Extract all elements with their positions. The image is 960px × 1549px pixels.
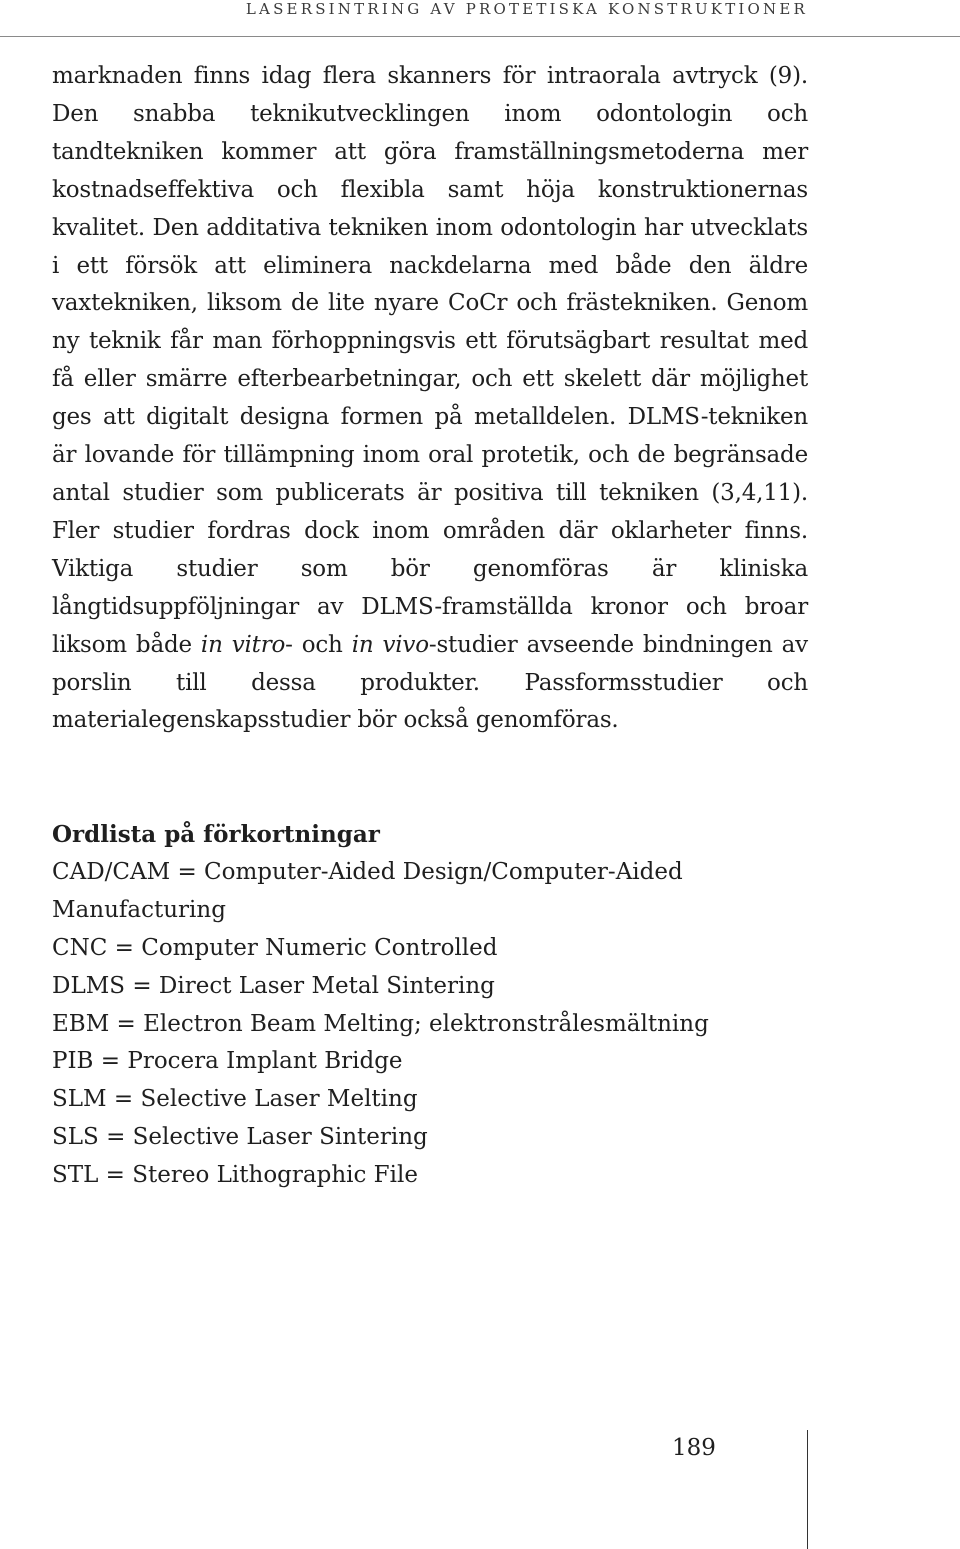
glossary-entry: SLS = Selective Laser Sintering [52,1124,428,1151]
paragraph-italic-in-vitro: in vitro [200,631,286,658]
glossary [52,816,812,1195]
page-number: 189 [672,1435,716,1461]
paragraph-text-3: -studier avseende bindningen av porslin till dessa produkter. Passformsstudier och materialegenskapsstudier bör också genomföras. [52,631,808,734]
paragraph-italic-in-vivo: in vivo [351,631,429,658]
running-head-title: LASERSINTRING AV PROTETISKA KONSTRUKTIONER [245,0,808,18]
glossary-entry: STL = Stereo Lithographic File [52,1162,418,1189]
glossary-entry: PIB = Procera Implant Bridge [52,1048,403,1075]
paragraph-text-2: - och [285,631,352,658]
running-head [0,0,960,37]
glossary-entry: DLMS = Direct Laser Metal Sintering [52,972,495,999]
paragraph-text-1: marknaden finns idag flera skanners för intraorala avtryck (9). Den snabba teknikutvecklingen inom odontologin och tandtekniken kommer att göra framställningsmetoderna mer kostnadseffektiva och flexibla samt höja konstruktionernas kvalitet. Den additativa tekniken inom odontologin har utvecklats i ett försök att eliminera nackdelarna med både den äldre vaxtekniken, liksom de lite nyare CoCr och frästekniken. Genom ny teknik får man förhoppningsvis ett förutsägbart resultat med få eller smärre efterbearbetningar, och ett skelett där möjlighet ges att digitalt designa formen på metalldelen. DLMS-tekniken är lovande för tillämpning inom oral protetik, och de begränsade antal studier som publicerats är positiva till tekniken (3,4,11). Fler studier fordras dock inom områden där oklarheter finns. Viktiga studier som bör genomföras är kliniska långtidsuppföljningar av DLMS-framställda kronor och broar liksom både [52,63,808,658]
glossary-title: Ordlista på förkortningar [52,821,380,848]
glossary-entry: CAD/CAM = Computer-Aided Design/Computer-Aided Manufacturing [52,858,683,923]
body-paragraph [52,58,808,740]
page-number-divider [807,1430,808,1549]
glossary-entry: CNC = Computer Numeric Controlled [52,934,498,961]
glossary-entry: EBM = Electron Beam Melting; elektronstrålesmältning [52,1010,709,1037]
glossary-entry: SLM = Selective Laser Melting [52,1086,418,1113]
